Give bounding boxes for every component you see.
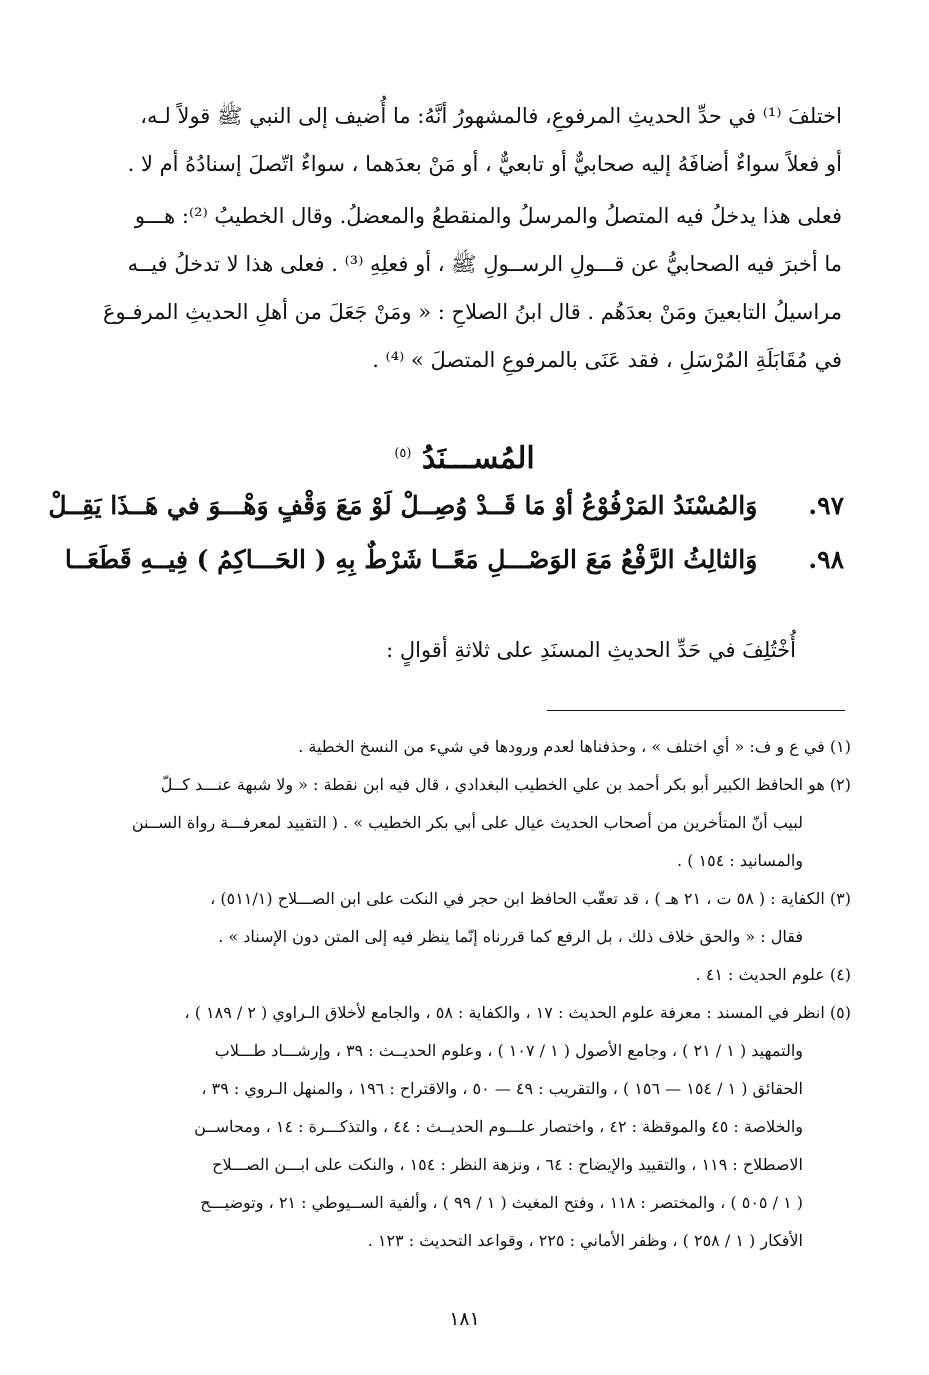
footnote-line: (٥) انظر في المسند : معرفة علوم الحديث : ١٧ ، والكفاية : ٥٨ ، والجامع لأخلاق الـراوي ( ٢ / ١٨٩ ) ، bbox=[184, 1003, 851, 1022]
footnote-line: والمسانيد : ١٥٤ ) . bbox=[677, 851, 803, 870]
footnote-line: فقال : « والحق خلاف ذلك ، بل الرفع كما قررناه إنّما ينظر فيه إلى المتن دون الإسناد » . bbox=[218, 927, 803, 946]
footnote-line: الاصطلاح : ١١٩ ، والتقييد والإيضاح : ٦٤ ، ونزهة النظر : ١٥٤ ، والنكت على ابـــن الصـــلاح bbox=[212, 1155, 803, 1174]
paragraph-1 bbox=[84, 92, 842, 188]
verse-number: ٩٨. bbox=[808, 545, 844, 574]
heading-text: المُســـنَدُ bbox=[421, 441, 535, 476]
footnote-2 bbox=[79, 766, 851, 880]
footnote-line: (٢) هو الحافظ الكبير أبو بكر أحمد بن علي الخطيب البغدادي ، قال فيه ابن نقطة : « ولا شبهة عنـــد كــلّ bbox=[160, 775, 851, 794]
text-line: اختلفَ ⁽¹⁾ في حدِّ الحديثِ المرفوعِ، فالمشهورُ أنَّهُ: ما أُضيف إلى النبي ﷺ قولاً لـه، bbox=[140, 104, 842, 128]
verse-text: وَالثالِثُ الرَّفْعُ مَعَ الوَصْـــلِ مَعًــا شَرْطٌ بِهِ ( الحَـــاكِمُ ) فِيــهِ قَطَعَــا bbox=[64, 545, 758, 574]
paragraph-2 bbox=[84, 192, 842, 384]
intro-line: أُخْتُلِفَ في حَدِّ الحديثِ المسنَدِ على ثلاثةِ أقوالٍ : bbox=[386, 638, 796, 662]
text-line: ما أخبرَ فيه الصحابيُّ عن قـــولِ الرســولِ ﷺ ، أو فعلِهِ ⁽³⁾ . فعلى هذا لا تدخلُ فيــه bbox=[127, 252, 842, 276]
footnote-line: (٣) الكفاية : ( ٥٨ ت ، ٢١ هـ ) ، قد تعقّب الحافظ ابن حجر في النكت على ابن الصـــلاح (٥١١/١) ، bbox=[210, 889, 851, 908]
section-heading bbox=[0, 432, 929, 481]
footnote-line: ( ١ / ٥٠٥ ) ، والمختصر : ١١٨ ، وفتح المغيث ( ١ / ٩٩ ) ، وألفية الســيوطي : ٢١ ، وتوضيـــح bbox=[200, 1193, 803, 1212]
verse-text: وَالمُسْنَدُ المَرْفُوْعُ أوْ مَا قَــدْ وُصِــلْ لَوْ مَعَ وَقْفٍ وَهْـــوَ في هَــذَا يَقِــلْ bbox=[48, 491, 758, 520]
footnote-separator bbox=[547, 710, 845, 711]
footnote-3 bbox=[79, 880, 851, 956]
footnote-line: لبيب أنّ المتأخرين من أصحاب الحديث عيال على أبي بكر الخطيب » . ( التقييد لمعرفـــة رواة الســنن bbox=[131, 813, 803, 832]
verse-98 bbox=[64, 538, 844, 582]
footnote-line: (١) في ع و ف: « أي اختلف » ، وحذفناها لعدم ورودها في شيء من النسخ الخطية . bbox=[298, 737, 851, 756]
footnote-line: (٤) علوم الحديث : ٤١ . bbox=[695, 965, 851, 984]
verse-97 bbox=[48, 484, 844, 528]
footnotes bbox=[79, 728, 851, 1260]
footnote-1 bbox=[79, 728, 851, 766]
footnote-line: والخلاصة : ٤٥ والموقظة : ٤٢ ، واختصار علـــوم الحديــث : ٤٤ ، والتذكـــرة : ١٤ ، ومحاســن bbox=[194, 1117, 803, 1136]
footnote-5 bbox=[79, 994, 851, 1260]
text-line: في مُقَابَلَةِ المُرْسَلِ ، فقد عَنَى بالمرفوعِ المتصلَ » ⁽⁴⁾ . bbox=[372, 348, 842, 372]
text-line: فعلى هذا يدخلُ فيه المتصلُ والمرسلُ والمنقطعُ والمعضلُ. وقال الخطيبُ ⁽²⁾: هـــو bbox=[134, 204, 842, 228]
text-line: مراسيلُ التابعينَ ومَنْ بعدَهُم . قال ابنُ الصلاحِ : « ومَنْ جَعَلَ من أهلِ الحديثِ المرفـوعَ bbox=[102, 300, 842, 324]
footnote-line: والتمهيد ( ١ / ٢١ ) ، وجامع الأصول ( ١ / ١٠٧ ) ، وعلوم الحديــث : ٣٩ ، وإرشـــاد طـــلاب bbox=[214, 1041, 803, 1060]
verse-number: ٩٧. bbox=[808, 491, 844, 520]
footnote-line: الأفكار ( ١ / ٢٥٨ ) ، وظفر الأماني : ٢٢٥ ، وقواعد التحديث : ١٢٣ . bbox=[367, 1231, 803, 1250]
footnote-4 bbox=[79, 956, 851, 994]
text-line: أو فعلاً سواءٌ أضافَهُ إليه صحابيٌّ أو تابعيٌّ ، أو مَنْ بعدَهما ، سواءٌ اتّصلَ إسنادُهُ أم لا . bbox=[127, 152, 842, 176]
page-number: ١٨١ bbox=[449, 1308, 480, 1330]
footnote-line: الحقائق ( ١ / ١٥٤ — ١٥٦ ) ، والتقريب : ٤٩ — ٥٠ ، والاقتراح : ١٩٦ ، والمنهل الـروي : ٣٩ ، bbox=[201, 1079, 803, 1098]
heading-footnote-ref: (٥) bbox=[394, 446, 412, 461]
